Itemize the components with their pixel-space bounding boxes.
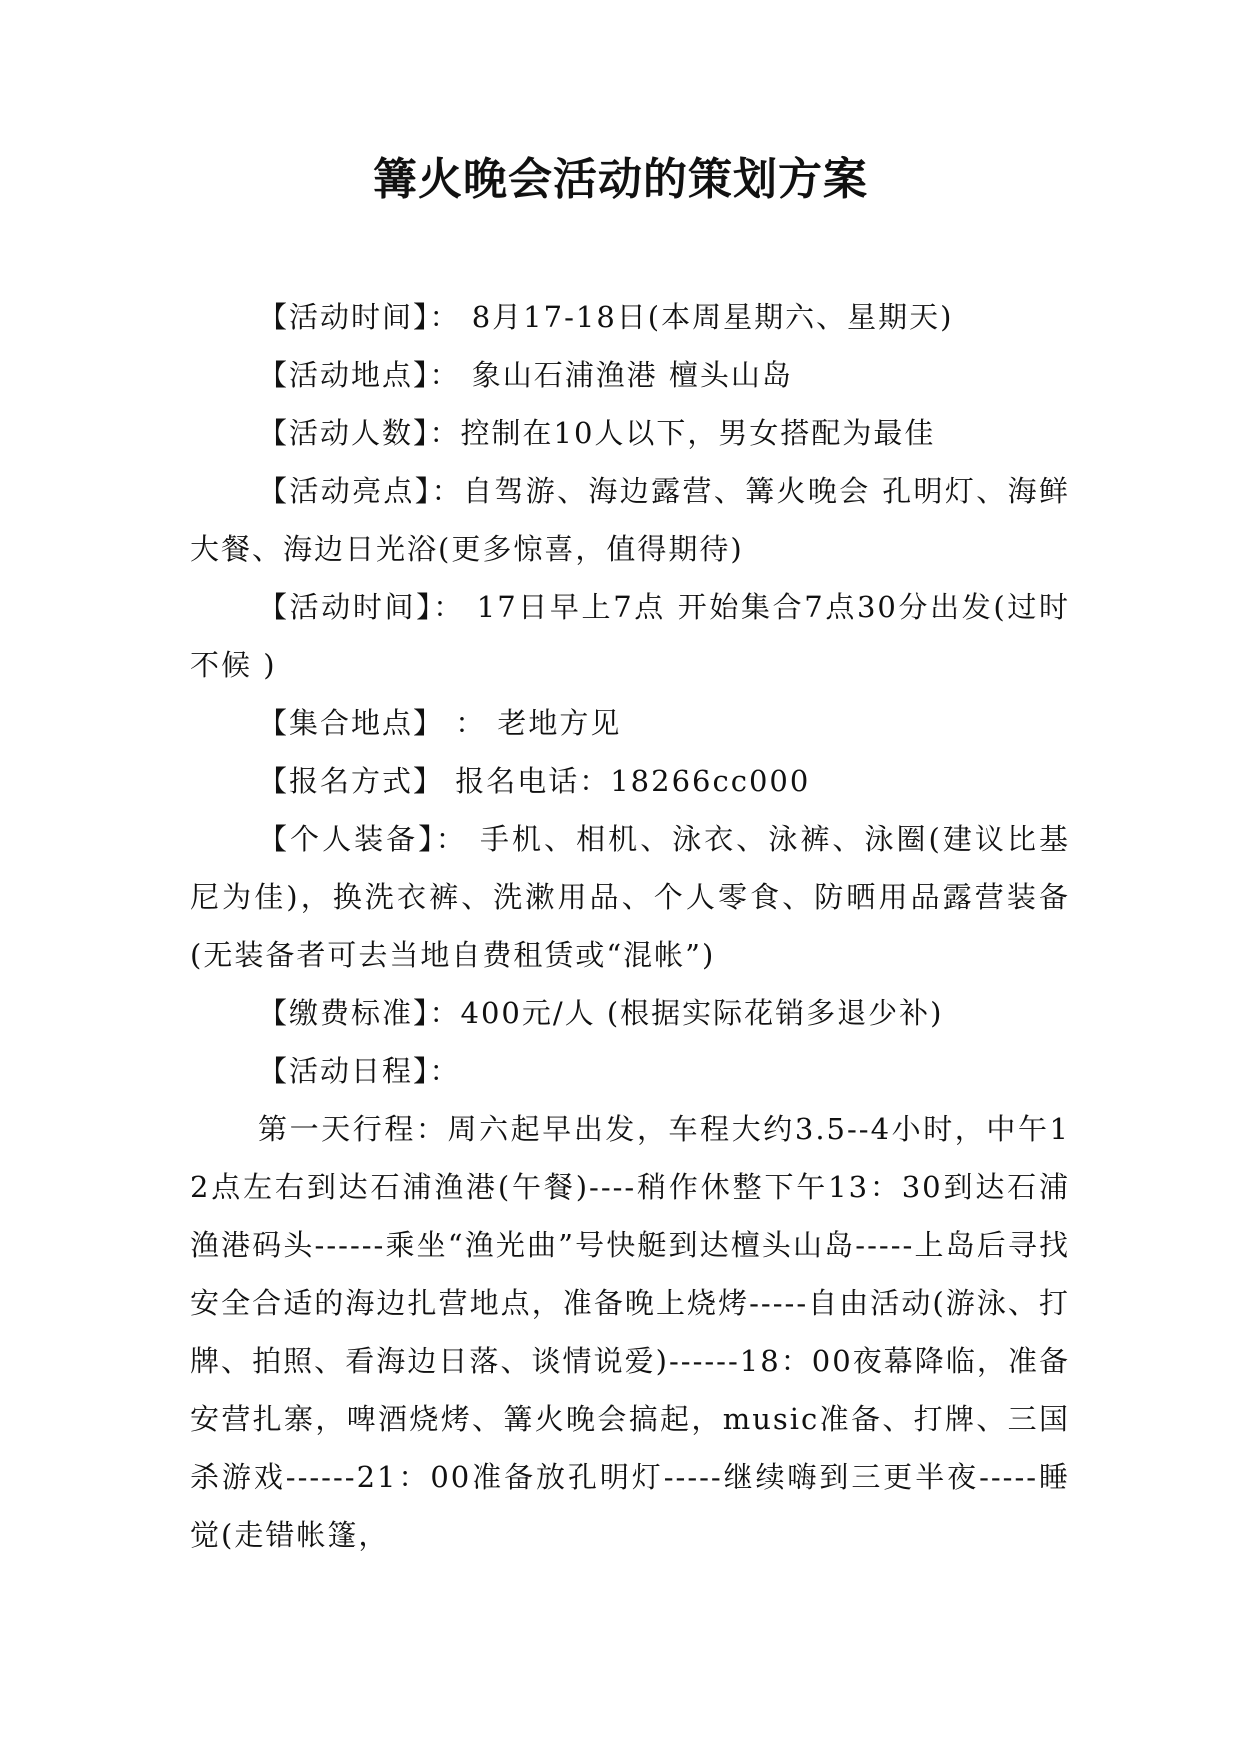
info-location: 【活动地点】： 象山石浦渔港 檀头山岛 <box>258 358 793 392</box>
info-fee: 【缴费标准】：400元/人 (根据实际花销多退少补) <box>258 996 944 1030</box>
info-schedule-heading: 【活动日程】： <box>258 1054 461 1088</box>
info-participants: 【活动人数】：控制在10人以下，男女搭配为最佳 <box>258 416 936 450</box>
document-body <box>190 288 1070 1564</box>
info-equipment: 【个人装备】： 手机、相机、泳衣、泳裤、泳圈(建议比基尼为佳)，换洗衣裤、洗漱用品、个人零食、防晒用品露营装备(无装备者可去当地自费租赁或“混帐”) <box>190 822 1070 972</box>
info-meeting-point: 【集合地点】 ： 老地方见 <box>258 706 622 740</box>
document-title: 篝火晚会活动的策划方案 <box>373 154 868 205</box>
info-highlights: 【活动亮点】：自驾游、海边露营、篝火晚会 孔明灯、海鲜大餐、海边日光浴(更多惊喜，值得期待) <box>190 474 1070 566</box>
schedule-day-one: 第一天行程：周六起早出发，车程大约3.5--4小时，中午12点左右到达石浦渔港(午餐)----稍作休整下午13：30到达石浦渔港码头------乘坐“渔光曲”号快艇到达檀头山岛-----上岛后寻找安全合适的海边扎营地点，准备晚上烧烤-----自由活动(游泳、打牌、拍照、看海边日落、谈情说爱)------18：00夜幕降临，准备安营扎寨，啤酒烧烤、篝火晚会搞起，music准备、打牌、三国杀游戏------21：00准备放孔明灯-----继续嗨到三更半夜-----睡觉(走错帐篷， <box>190 1112 1070 1552</box>
info-departure-time: 【活动时间】： 17日早上7点 开始集合7点30分出发(过时不候 ) <box>190 590 1070 682</box>
info-registration: 【报名方式】 报名电话：18266cc000 <box>258 764 811 798</box>
info-time: 【活动时间】： 8月17-18日(本周星期六、星期天) <box>258 300 954 334</box>
